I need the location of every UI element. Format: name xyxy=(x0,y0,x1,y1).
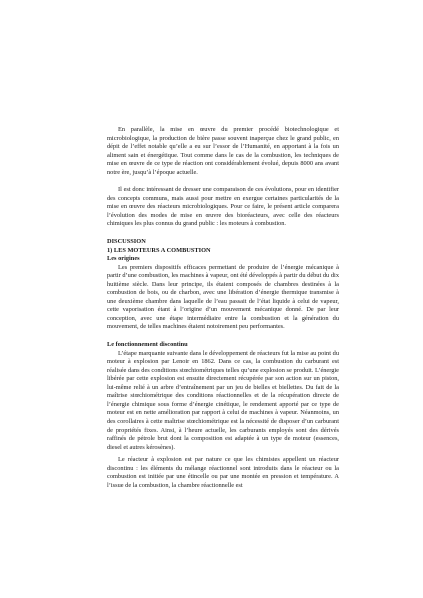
heading-discontinuous: Le fonctionnement discontinu xyxy=(107,341,188,349)
paragraph-reactor: Le réacteur à explosion est par nature ce que les chimistes appellent un réacteur discontinu : les éléments du mélange réactionnel sont introduits dans le réacteur ou la combustion est initiée par une étincelle ou par une montée en pression et température. A l’issue de la combustion, la chambre réactionnelle est xyxy=(107,456,339,489)
paragraph-origins: Les premiers dispositifs efficaces permettant de produire de l’énergie mécanique à partir d’une combustion, les machines à vapeur, ont été développés à partir du début du dix huitième siècle. Dans leur principe, ils étaient composés de chambres destinées à la combustion de bois, ou de charbon, avec une libération d’énergie thermique transmise à une deuxième chambre dans laquelle de l’eau passait de l’état liquide à celui de vapeur, cette vaporisation étant à l’origine d’un mouvement mécanique donné. De par leur conception, avec une étape intermédiaire entre la combustion et la génération du mouvement, de telles machines étaient notoirement peu performantes. xyxy=(107,263,339,331)
intro-paragraph-1: En parallèle, la mise en œuvre du premier procédé biotechnologique et microbiologique, la production de bière passe souvent inaperçue chez le grand public, en dépit de l’effet notable qu’elle a eu sur l’essor de l’Humanité, en apportant à la fois un aliment sain et énergétique. Tout comme dans le cas de la combustion, les techniques de mise en œuvre de ce type de réaction ont considérablement évolué, depuis 8000 ans avant notre ère, jusqu’à l’époque actuelle. xyxy=(107,126,339,176)
heading-origins: Les origines xyxy=(107,255,140,263)
paragraph-discontinuous: L’étape marquante suivante dans le développement de réacteurs fut la mise au point du moteur à explosion par Lenoir en 1862. Dans ce cas, la combustion du carburant est réalisée dans des conditions stœchiométriques telles qu’une explosion se produit. L’énergie libérée par cette explosion est ensuite directement récupérée par son action sur un piston, lui-même relié à un arbre d’entraînement par un jeu de bielles et biellettes. Du fait de la maîtrise stœchiométrique des conditions réactionnelles et de la récupération directe de l’énergie chimique sous forme d’énergie cinétique, le rendement apporté par ce type de moteur est en nette amélioration par rapport à celui de machines à vapeur. Néanmoins, un des corollaires à cette maîtrise stœchiométrique est la nécessité de disposer d’un carburant de propriétés fixes. Ainsi, à l’heure actuelle, les carburants employés sont des dérivés raffinés de pétrole brut dont la composition est adaptée à un type de moteur (essences, diesel et autres kérosènes). xyxy=(107,349,339,451)
intro-paragraph-2: Il est donc intéressant de dresser une comparaison de ces évolutions, pour en identifier des concepts communs, mais aussi pour mettre en exergue certaines particularités de la mise en œuvre des réacteurs microbiologiques. Pour ce faire, le présent article comparera l’évolution des modes de mise en œuvre des bioréacteurs, avec celle des réacteurs chimiques les plus connus du grand public : les moteurs à combustion. xyxy=(107,186,339,228)
article-body xyxy=(107,126,339,490)
section-heading: DISCUSSION xyxy=(107,238,146,246)
subsection-heading: 1) LES MOTEURS A COMBUSTION xyxy=(107,246,211,254)
